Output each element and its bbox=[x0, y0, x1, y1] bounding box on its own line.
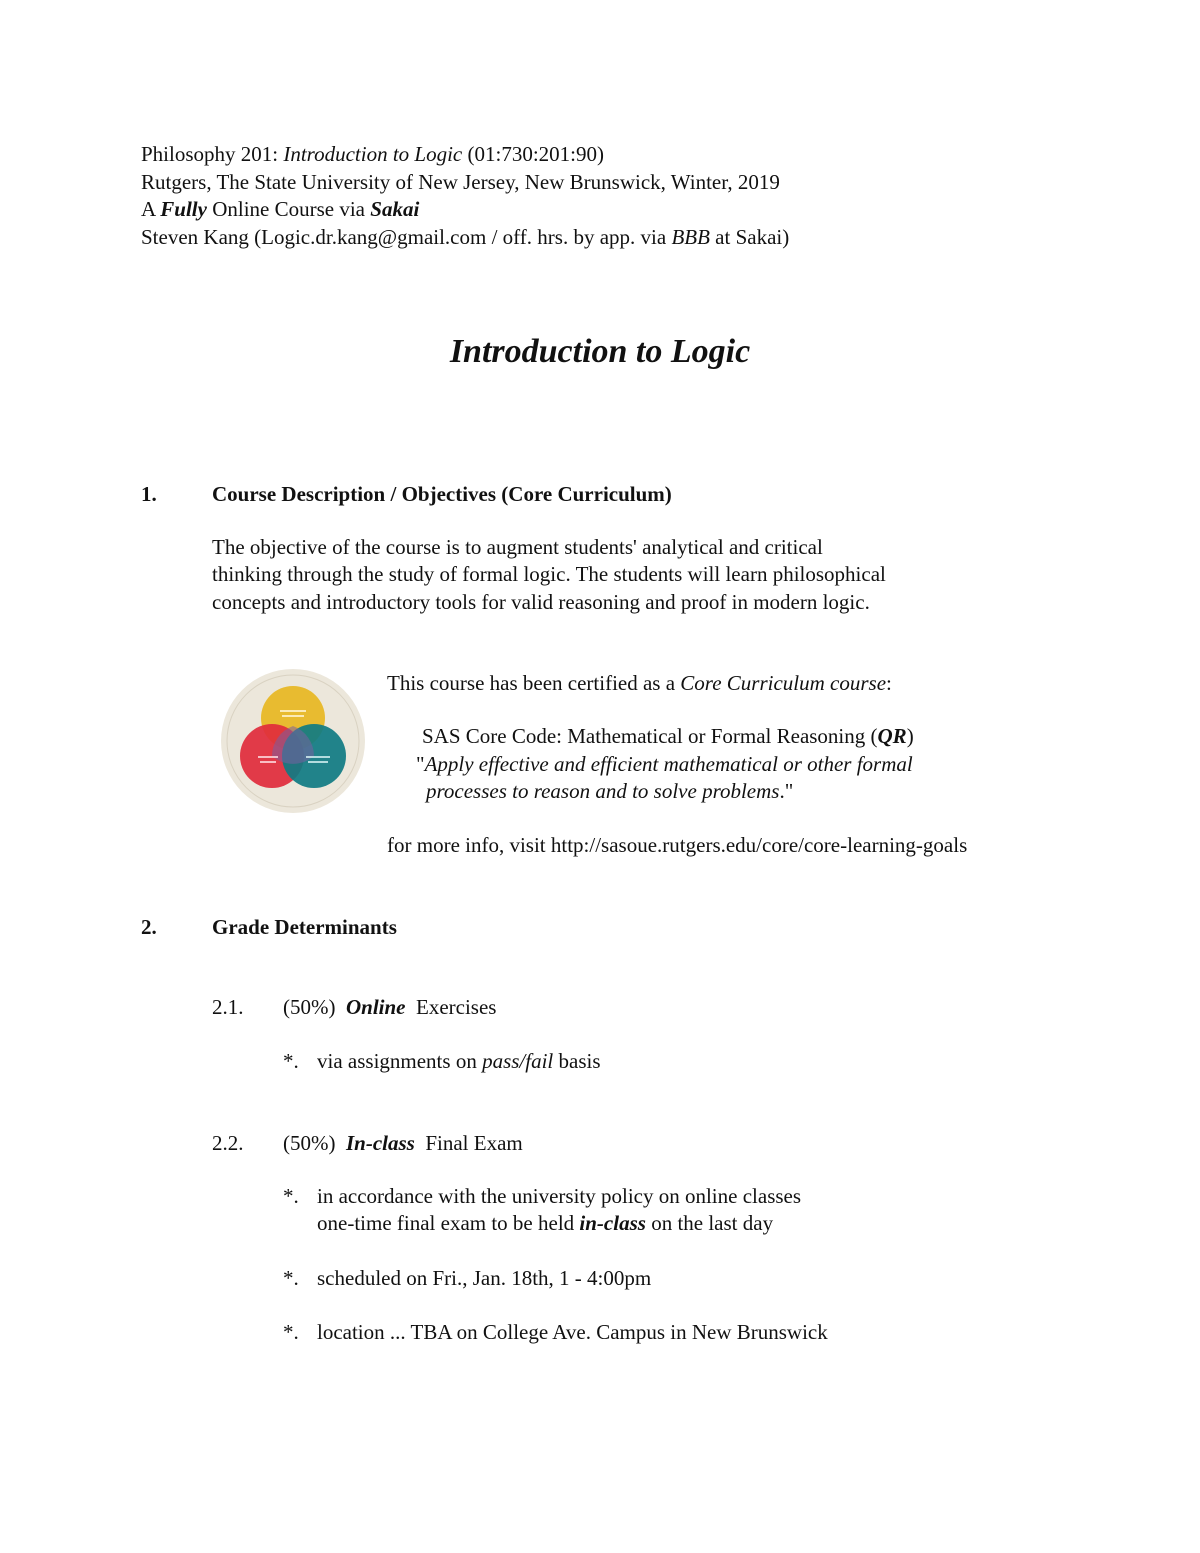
core-quote-text-1: Apply effective and efficient mathematical or other formal bbox=[424, 752, 913, 776]
grade-item-2-bullet-2-mark: *. bbox=[283, 1266, 299, 1290]
grade-item-1-bullet-suffix: basis bbox=[553, 1049, 601, 1073]
core-quote-close: ." bbox=[779, 779, 794, 803]
grade-item-2-bullet-1-line-2 bbox=[317, 1209, 773, 1237]
grade-item-2-bullet-2: scheduled on Fri., Jan. 18th, 1 - 4:00pm bbox=[317, 1266, 652, 1290]
grade-item-1-bullet bbox=[317, 1047, 601, 1075]
core-quote-line-1 bbox=[416, 750, 913, 778]
header-course-name: Introduction to Logic bbox=[283, 142, 463, 166]
section-1-number: 1. bbox=[141, 482, 157, 506]
section-1-paragraph-line-3: concepts and introductory tools for valid reasoning and proof in modern logic. bbox=[212, 590, 870, 614]
header-course-code: (01:730:201:90) bbox=[462, 142, 604, 166]
core-info-link-line: for more info, visit http://sasoue.rutgers.edu/core/core-learning-goals bbox=[387, 833, 968, 857]
core-certification-name: Core Curriculum course bbox=[680, 671, 887, 695]
header-course-prefix: Philosophy 201: bbox=[141, 142, 284, 166]
core-curriculum-logo-icon bbox=[220, 668, 366, 814]
grade-item-2-label: Final Exam bbox=[425, 1131, 523, 1155]
grade-item-1-line bbox=[283, 993, 496, 1021]
header-instructor-line bbox=[141, 223, 789, 251]
grade-item-2-bullet-3-mark: *. bbox=[283, 1320, 299, 1344]
core-quote-line-2 bbox=[426, 777, 793, 805]
core-certification-prefix: This course has been certified as a bbox=[387, 671, 681, 695]
document-title: Introduction to Logic bbox=[449, 333, 751, 370]
header-instructor-bbb: BBB bbox=[671, 225, 710, 249]
sas-core-code-suffix: ) bbox=[906, 724, 914, 748]
grade-item-2-mode: In-class bbox=[345, 1131, 415, 1155]
grade-item-1-bullet-mark: *. bbox=[283, 1049, 299, 1073]
header-course-line bbox=[141, 140, 604, 168]
grade-item-2-bullet-1-suffix: on the last day bbox=[645, 1211, 774, 1235]
grade-item-1-percent: (50%) bbox=[283, 995, 336, 1019]
grade-item-2-bullet-1-line-1: in accordance with the university policy on online classes bbox=[317, 1184, 802, 1208]
core-quote-text-2: processes to reason and to solve problems bbox=[426, 779, 780, 803]
header-format-line bbox=[141, 195, 419, 223]
section-1-paragraph-line-1: The objective of the course is to augment students' analytical and critical bbox=[212, 535, 823, 559]
grade-item-1-number: 2.1. bbox=[212, 995, 244, 1019]
header-format-middle: Online Course via bbox=[206, 197, 371, 221]
grade-item-1-bullet-prefix: via assignments on bbox=[317, 1049, 483, 1073]
grade-item-2-bullet-3: location ... TBA on College Ave. Campus in New Brunswick bbox=[317, 1320, 828, 1344]
grade-item-2-number: 2.2. bbox=[212, 1131, 244, 1155]
header-instructor-suffix: at Sakai) bbox=[709, 225, 790, 249]
grade-item-1-bullet-emphasis: pass/fail bbox=[482, 1049, 554, 1073]
header-format-emphasis: Fully bbox=[160, 197, 207, 221]
sas-core-code-line bbox=[422, 722, 914, 750]
sas-core-code-prefix: SAS Core Code: Mathematical or Formal Reasoning ( bbox=[422, 724, 878, 748]
header-instructor-prefix: Steven Kang (Logic.dr.kang@gmail.com / off. hrs. by app. via bbox=[141, 225, 672, 249]
header-format-prefix: A bbox=[141, 197, 161, 221]
grade-item-2-bullet-1-emphasis: in-class bbox=[579, 1211, 646, 1235]
section-1-paragraph-line-2: thinking through the study of formal logic. The students will learn philosophical bbox=[212, 562, 886, 586]
grade-item-1-label: Exercises bbox=[416, 995, 497, 1019]
grade-item-2-line bbox=[283, 1129, 523, 1157]
grade-item-2-bullet-1-mark: *. bbox=[283, 1184, 299, 1208]
grade-item-2-percent: (50%) bbox=[283, 1131, 336, 1155]
section-2-heading: Grade Determinants bbox=[212, 915, 397, 939]
grade-item-1-mode: Online bbox=[345, 995, 406, 1019]
core-quote-open: " bbox=[416, 752, 425, 776]
grade-item-2-bullet-1-prefix: one-time final exam to be held bbox=[317, 1211, 580, 1235]
header-format-platform: Sakai bbox=[370, 197, 420, 221]
section-2-number: 2. bbox=[141, 915, 157, 939]
sas-core-code-value: QR bbox=[877, 724, 907, 748]
core-certification-colon: : bbox=[886, 671, 892, 695]
core-certification-line bbox=[387, 669, 892, 697]
header-university-line: Rutgers, The State University of New Jersey, New Brunswick, Winter, 2019 bbox=[141, 170, 780, 194]
section-1-heading: Course Description / Objectives (Core Curriculum) bbox=[212, 482, 672, 506]
